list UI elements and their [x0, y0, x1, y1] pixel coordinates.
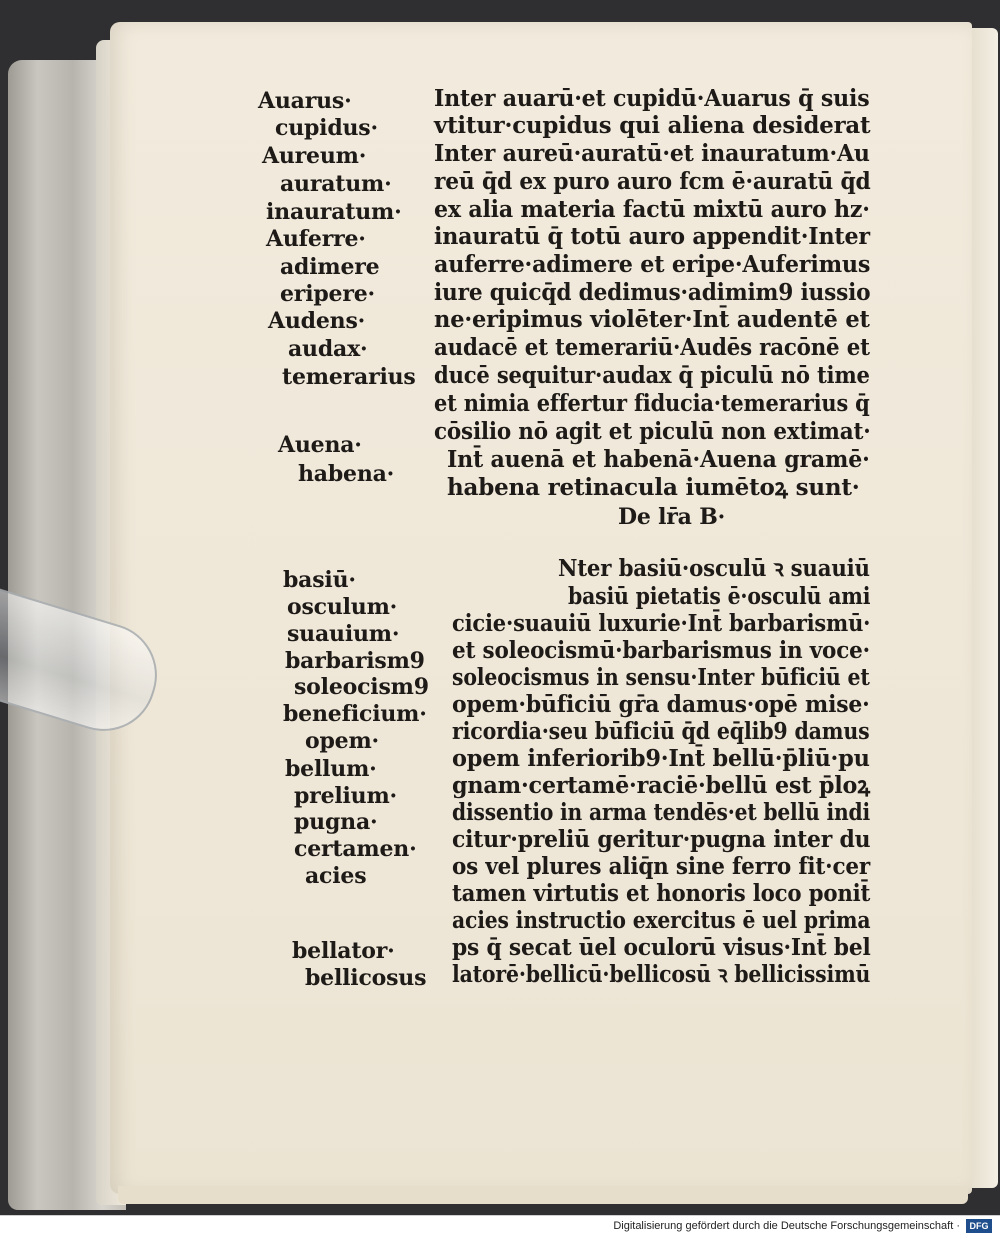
- body-line: vtitur·cupidus qui aliena desiderat: [434, 112, 871, 139]
- left-gloss: cupidus·: [275, 115, 378, 141]
- body-line: ne·eripimus violēter·Int̄ audentē et: [434, 306, 870, 333]
- body-line: et nimia effertur fiducia·temerarius q̄: [434, 390, 870, 417]
- body-line: inauratū q̄ totū auro appendit·Inter: [434, 223, 870, 250]
- left-gloss: acies: [305, 863, 367, 889]
- left-gloss: certamen·: [294, 836, 417, 862]
- left-gloss: bellator·: [292, 938, 395, 964]
- left-gloss: basiū·: [283, 567, 356, 593]
- section-heading: De lr̄a B·: [618, 504, 726, 530]
- left-gloss: prelium·: [294, 783, 398, 809]
- body-line: Int̄ auenā et habenā·Auena gramē·: [447, 446, 870, 473]
- body-line: soleocismus in sensu·Inter būficiū et: [452, 664, 870, 691]
- body-line: gnam·certamē·raciē·bellū est p̄loꝝ: [452, 772, 870, 799]
- left-gloss: suauium·: [287, 621, 400, 647]
- left-gloss: opem·: [305, 728, 379, 754]
- body-line: cicie·suauiū luxurie·Int̄ barbarismū·: [452, 610, 871, 637]
- left-gloss: adimere: [280, 254, 380, 280]
- left-gloss: beneficium·: [283, 701, 427, 727]
- left-gloss: auratum·: [280, 171, 392, 197]
- footer-bar: [0, 1215, 1000, 1238]
- body-line: basiū pietatis ē·osculū ami: [568, 583, 871, 610]
- left-gloss: bellum·: [285, 756, 377, 782]
- dfg-logo: DFG: [966, 1219, 992, 1233]
- body-line: tamen virtutis et honoris loco ponit̄: [452, 880, 871, 907]
- left-gloss: Audens·: [268, 308, 366, 334]
- body-line: auferre·adimere et eripe·Auferimus: [434, 251, 871, 278]
- body-line: reū q̄d ex puro auro fcm ē·auratū q̄d: [434, 168, 871, 195]
- body-line: Inter auarū·et cupidū·Auarus q̄ suis: [434, 85, 870, 112]
- left-gloss: soleocism9: [294, 674, 429, 700]
- left-gloss: Auarus·: [258, 88, 352, 114]
- body-line: citur·preliū geritur·pugna inter du: [452, 826, 871, 853]
- funding-credit: Digitalisierung gefördert durch die Deutsche Forschungsgemeinschaft ·: [613, 1220, 960, 1232]
- body-line: ex alia materia factū mixtū auro hz·: [434, 196, 870, 223]
- body-line: habena retinacula iumētoꝝ sunt·: [447, 474, 860, 501]
- left-gloss: eripere·: [280, 281, 375, 307]
- left-gloss: Auena·: [278, 432, 362, 458]
- body-line: opem·būficiū gr̄a damus·opē mise·: [452, 691, 870, 718]
- body-line: opem inferiorib9·Int̄ bellū·p̄liū·pu: [452, 745, 870, 772]
- left-gloss: inauratum·: [266, 199, 402, 225]
- left-gloss: barbarism9: [285, 648, 425, 674]
- left-gloss: pugna·: [294, 809, 378, 835]
- left-gloss: osculum·: [287, 594, 398, 620]
- body-line: cōsilio nō agit et piculū non extimat·: [434, 418, 871, 445]
- body-line: dissentio in arma tendēs·et bellū indi: [452, 799, 871, 826]
- body-line: Inter aureū·auratū·et inauratum·Au: [434, 140, 870, 167]
- left-gloss: Auferre·: [266, 226, 366, 252]
- left-gloss: Aureum·: [262, 143, 367, 169]
- body-line: ps q̄ secat ūel oculorū visus·Int̄ bel: [452, 934, 871, 961]
- left-gloss: bellicosus: [305, 965, 427, 991]
- left-gloss: temerarius: [282, 364, 416, 390]
- body-line: acies instructio exercitus ē uel prima: [452, 907, 871, 934]
- body-line: os vel plures aliq̄n sine ferro fit·cer: [452, 853, 871, 880]
- body-line: ducē sequitur·audax q̄ piculū nō time: [434, 362, 870, 389]
- body-line: audacē et temerariū·Audēs racōnē et: [434, 334, 870, 361]
- body-line: ricordia·seu būficiū q̄d eq̄lib9 damus: [452, 718, 870, 745]
- body-line: Nter basiū·osculū ꝛ suauiū: [558, 555, 870, 582]
- body-line: latorē·bellicū·bellicosū ꝛ bellicissimū: [452, 961, 871, 988]
- body-line: iure quicq̄d dedimus·adimim9 iussio: [434, 279, 871, 306]
- body-line: et soleocismū·barbarismus in voce·: [452, 637, 870, 664]
- left-gloss: habena·: [298, 461, 395, 487]
- left-gloss: audax·: [288, 336, 368, 362]
